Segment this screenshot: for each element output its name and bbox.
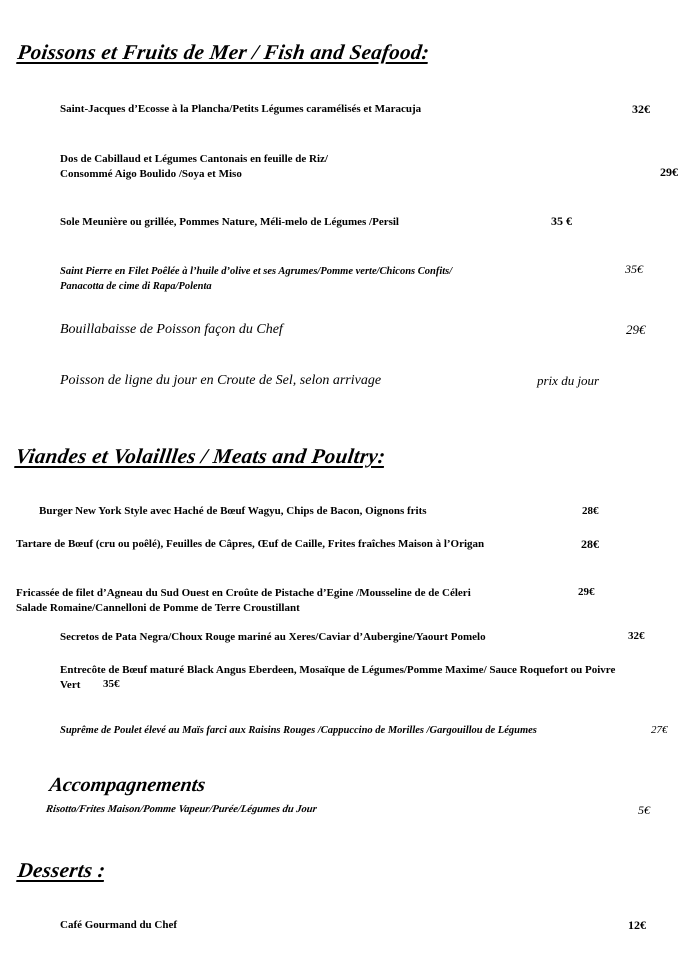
menu-item-meat-2	[16, 538, 484, 550]
item-description: Fricassée de filet d’Agneau du Sud Ouest en Croûte de Pistache d’Egine /Mousseline de de Céleri	[16, 587, 471, 599]
item-price: prix du jour	[537, 373, 600, 388]
item-description: Bouillabaisse de Poisson façon du Chef	[60, 322, 283, 337]
item-description: Café Gourmand du Chef	[60, 919, 178, 931]
item-description: Saint-Jacques d’Ecosse à la Plancha/Petits Légumes caramélisés et Maracuja	[60, 103, 422, 115]
menu-item-fish-5	[60, 322, 283, 338]
section-heading-fish: Poissons et Fruits de Mer / Fish and Seafood:	[16, 40, 431, 64]
item-description: Panacotta de cime di Rapa/Polenta	[60, 281, 212, 292]
item-description: Suprême de Poulet élevé au Maïs farci aux Raisins Rouges /Cappuccino de Morilles /Gargouillou de Légumes	[60, 725, 537, 736]
item-price: 29€	[578, 586, 595, 598]
menu-item-meat-6	[60, 725, 537, 736]
menu-item-fish-4	[60, 264, 452, 294]
item-description: Saint Pierre en Filet Poêlée à l’huile d’olive et ses Agrumes/Pomme verte/Chicons Confits/	[60, 266, 453, 277]
section-heading-meats: Viandes et Volaillles / Meats and Poultry:	[14, 444, 388, 468]
item-description: Entrecôte de Bœuf maturé Black Angus Eberdeen, Mosaïque de Légumes/Pomme Maxime/ Sauce Roquefort ou Poivre	[60, 664, 616, 676]
item-description: Vert	[60, 679, 81, 691]
menu-item-meat-3	[16, 586, 471, 616]
section-heading-desserts: Desserts :	[16, 858, 108, 882]
item-description: Salade Romaine/Cannelloni de Pomme de Terre Croustillant	[16, 602, 300, 614]
item-description: Sole Meunière ou grillée, Pommes Nature, Méli-melo de Légumes /Persil	[60, 216, 399, 228]
menu-item-fish-1	[60, 103, 421, 115]
menu-item-fish-6	[60, 373, 381, 389]
item-description: Poisson de ligne du jour en Croute de Sel, selon arrivage	[60, 373, 382, 388]
item-price: 32€	[628, 630, 645, 642]
menu-item-fish-3	[60, 216, 399, 228]
item-price: 28€	[581, 537, 599, 551]
item-price: 35€	[103, 678, 120, 690]
item-price: 32€	[632, 102, 650, 116]
item-price: 27€	[651, 724, 668, 736]
menu-item-dessert-1	[60, 919, 177, 931]
item-price: 35€	[625, 262, 643, 276]
item-price: 35 €	[551, 214, 572, 228]
item-description: Dos de Cabillaud et Légumes Cantonais en feuille de Riz/	[60, 153, 328, 165]
item-description: Secretos de Pata Negra/Choux Rouge mariné au Xeres/Caviar d’Aubergine/Yaourt Pomelo	[60, 631, 486, 643]
menu-item-meat-4	[60, 631, 486, 643]
section-heading-sides: Accompagnements	[48, 774, 207, 796]
sides-list: Risotto/Frites Maison/Pomme Vapeur/Purée/Légumes du Jour	[45, 804, 318, 815]
item-price: 28€	[582, 505, 599, 517]
item-price: 12€	[628, 918, 646, 932]
item-description: Burger New York Style avec Haché de Bœuf Wagyu, Chips de Bacon, Oignons frits	[39, 505, 427, 517]
menu-item-fish-2	[60, 152, 328, 182]
menu-item-meat-5	[60, 663, 615, 693]
item-description: Tartare de Bœuf (cru ou poêlé), Feuilles de Câpres, Œuf de Caille, Frites fraîches Maison à l’Origan	[16, 538, 485, 550]
item-description: Consommé Aigo Boulido /Soya et Miso	[60, 168, 242, 180]
item-price: 29€	[660, 165, 678, 179]
menu-item-meat-1	[39, 505, 427, 517]
item-price: 5€	[638, 803, 650, 817]
item-price: 29€	[626, 322, 646, 337]
